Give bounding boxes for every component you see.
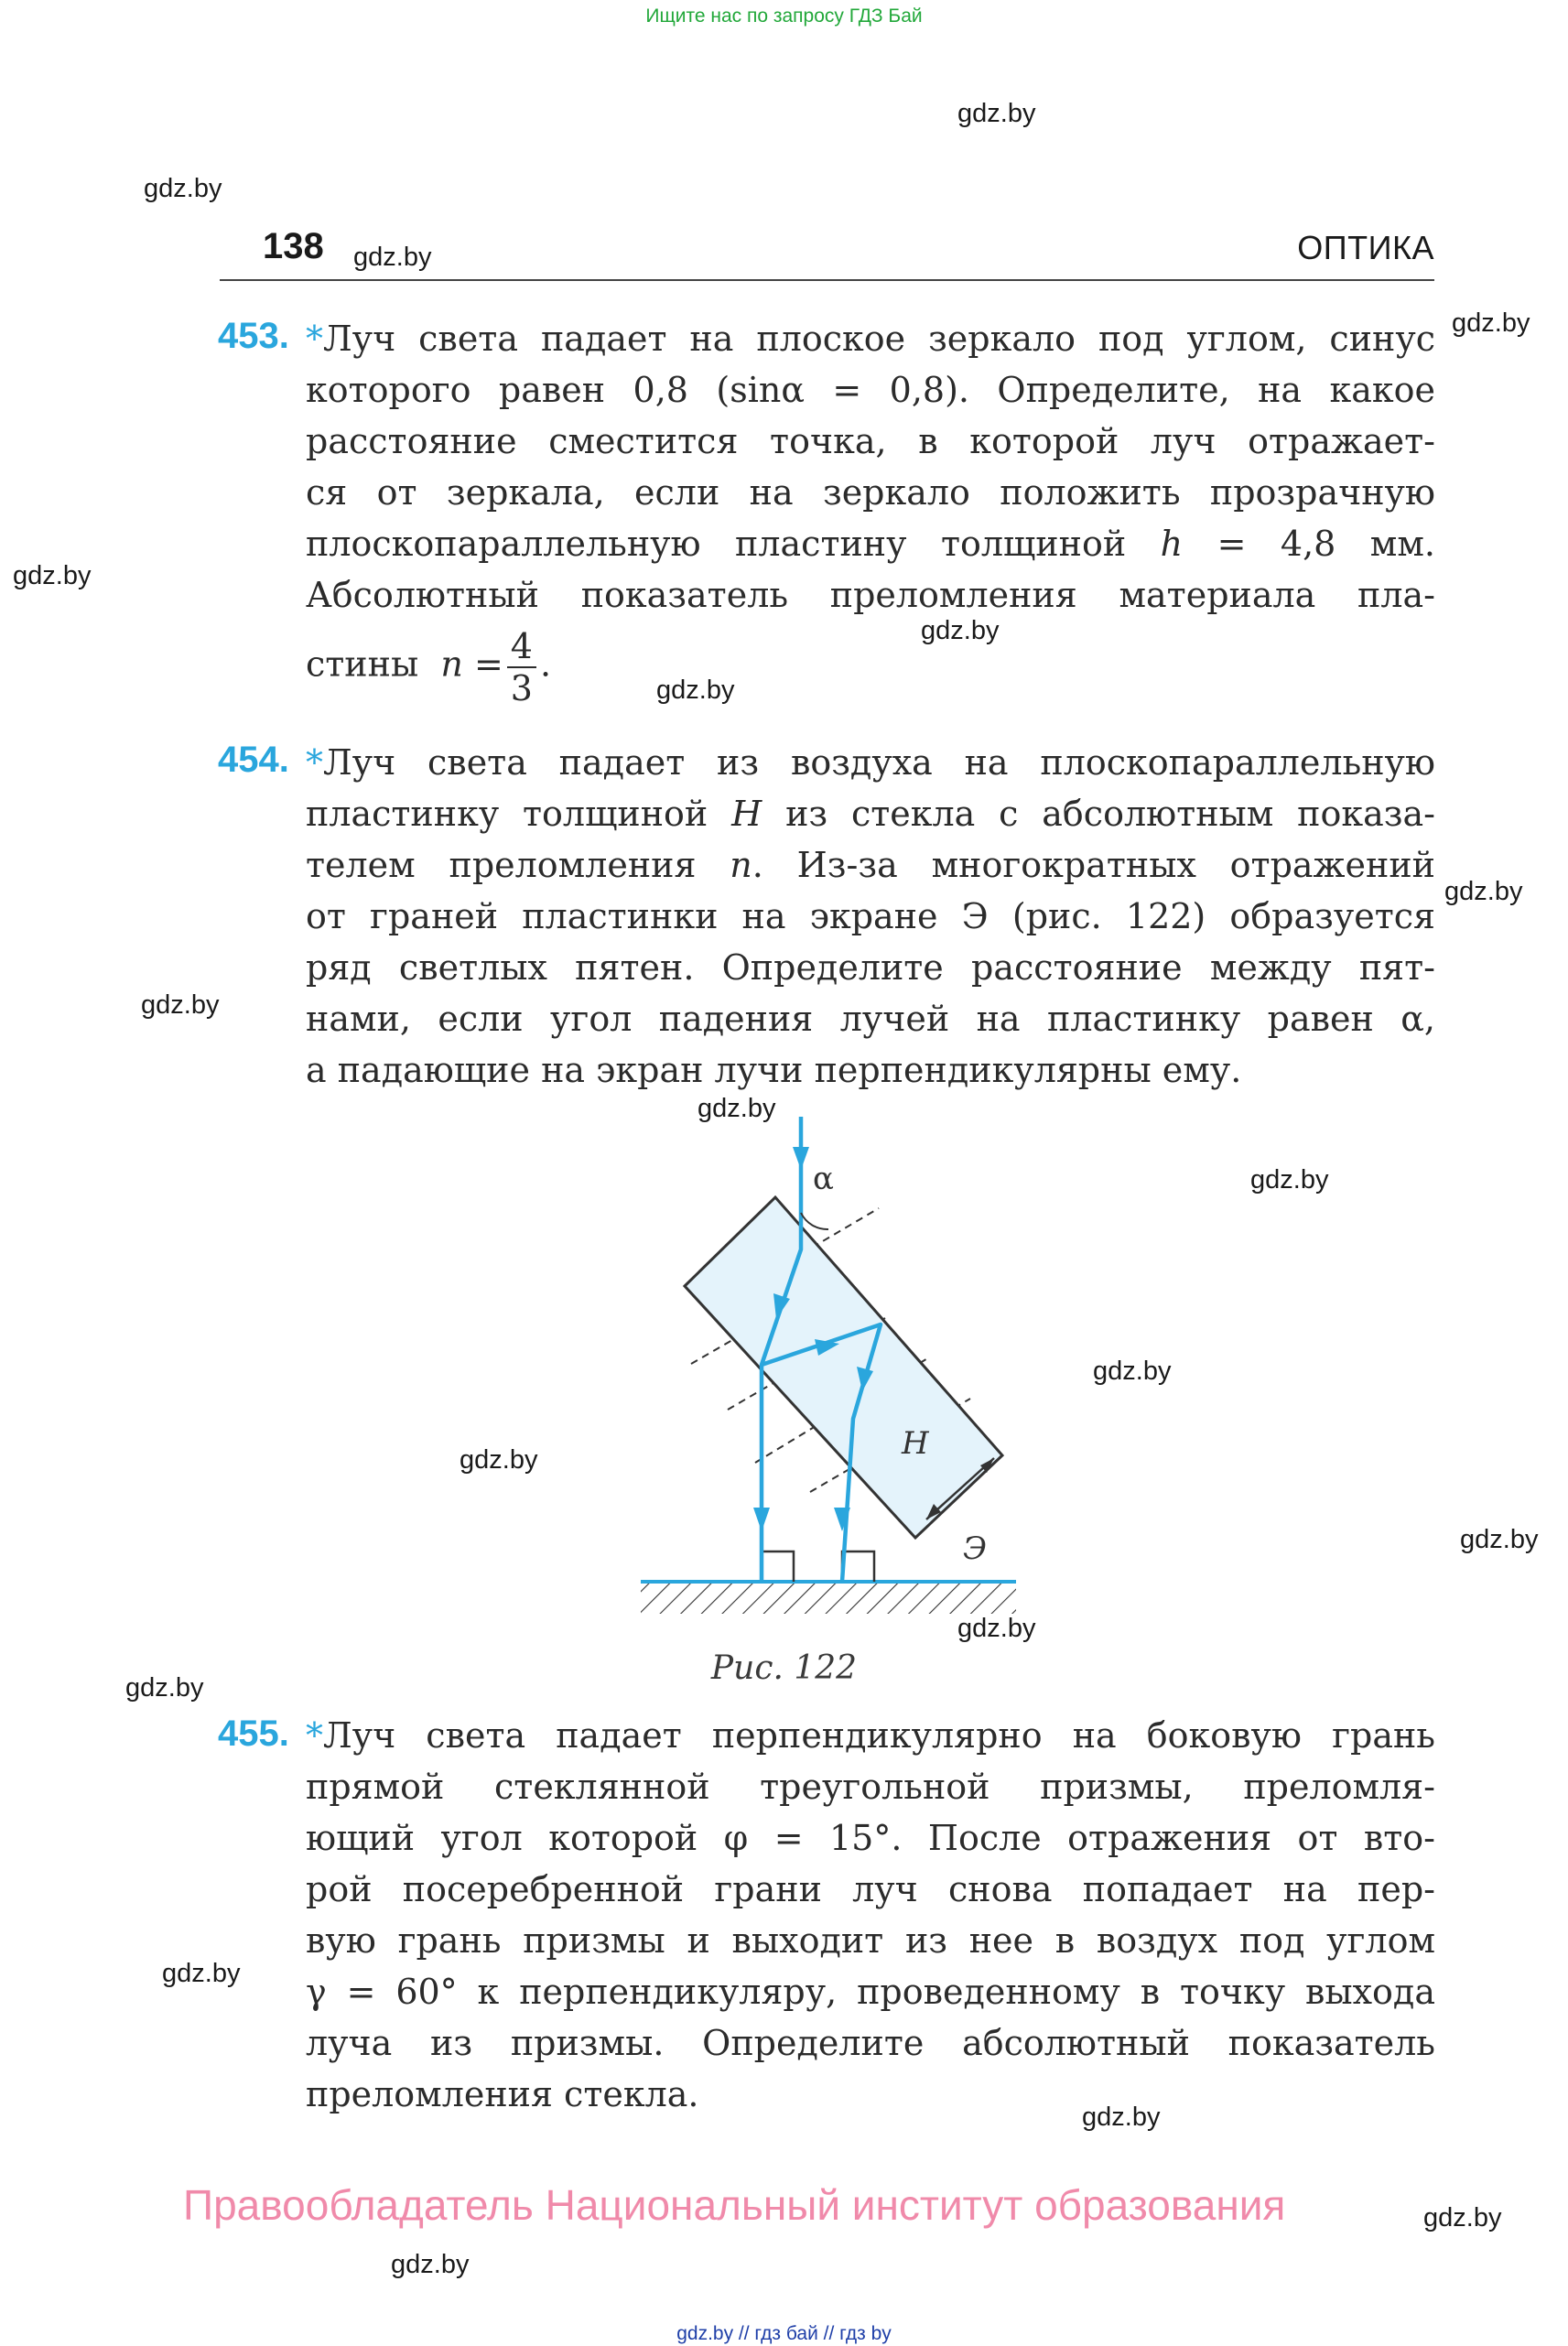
watermark: gdz.by xyxy=(1452,308,1530,338)
problem-454-line: из стекла с абсолютным показа- xyxy=(785,794,1435,834)
problem-455-line: ющий угол которой φ = 15°. После отражения от вто- xyxy=(306,1818,1435,1858)
var-n: n xyxy=(440,643,463,685)
watermark: gdz.by xyxy=(1444,877,1523,906)
right-angle-marker xyxy=(842,1551,874,1582)
problem-454-line: Луч света падает из воздуха на плоскопараллельную xyxy=(323,742,1435,783)
var-n: n xyxy=(730,845,752,885)
problem-454-line: . Из-за многократных отражений xyxy=(752,845,1435,885)
label-screen: Э xyxy=(963,1530,988,1567)
problem-455-line: вую грань призмы и выходит из нее в воздух под углом xyxy=(306,1920,1435,1961)
problem-454-line: пластинку толщиной xyxy=(306,794,708,834)
problem-number-453: 453. xyxy=(218,316,289,356)
watermark: gdz.by xyxy=(13,561,92,590)
problem-455-line: луча из призмы. Определите абсолютный показатель xyxy=(306,2023,1435,2063)
problem-454-line: от граней пластинки на экране Э (рис. 122) образуется xyxy=(306,896,1435,936)
problem-453-line: которого равен 0,8 (sinα = 0,8). Определите, на какое xyxy=(306,370,1435,410)
copyright-notice: Правообладатель Национальный институт образования xyxy=(183,2181,1286,2229)
footer-links[interactable]: gdz.by // гдз бай // гдз by xyxy=(676,2323,892,2344)
var-h: h xyxy=(1160,524,1184,564)
watermark: gdz.by xyxy=(460,1445,538,1475)
problem-454-line: нами, если угол падения лучей на пластинку равен α, xyxy=(306,999,1435,1039)
problem-453-line: стины xyxy=(306,643,419,685)
figure-122 xyxy=(622,1112,1034,1620)
watermark: gdz.by xyxy=(391,2250,470,2279)
top-banner: Ищите нас по запросу ГДЗ Бай xyxy=(645,5,923,27)
problem-455-text xyxy=(306,1710,1435,2120)
watermark: gdz.by xyxy=(957,99,1036,128)
angle-arc xyxy=(801,1213,828,1229)
glass-plate xyxy=(685,1197,1002,1538)
figure-caption: Рис. 122 xyxy=(710,1649,858,1687)
watermark: gdz.by xyxy=(656,676,735,705)
watermark: gdz.by xyxy=(141,990,220,1020)
fraction-denominator: 3 xyxy=(510,668,533,708)
page-number: 138 xyxy=(263,226,324,266)
watermark: gdz.by xyxy=(921,616,1000,645)
fraction-numerator: 4 xyxy=(507,626,536,668)
watermark: gdz.by xyxy=(1250,1165,1329,1195)
problem-455-line: преломления стекла. xyxy=(306,2074,699,2114)
problem-455-line: рой посеребренной грани луч снова попадает на пер- xyxy=(306,1869,1435,1909)
watermark: gdz.by xyxy=(1093,1357,1172,1386)
problem-453-line: Абсолютный показатель преломления материала пла- xyxy=(306,575,1435,615)
fraction-4-3 xyxy=(507,626,536,708)
problem-453-text xyxy=(306,313,1435,708)
watermark: gdz.by xyxy=(697,1094,776,1123)
watermark: gdz.by xyxy=(162,1959,241,1988)
star-mark: * xyxy=(306,1715,323,1756)
h-value: = 4,8 мм. xyxy=(1217,524,1435,564)
watermark: gdz.by xyxy=(1423,2203,1502,2232)
section-title: ОПТИКА xyxy=(1297,229,1434,266)
screen-hatching xyxy=(641,1582,1016,1614)
problem-number-455: 455. xyxy=(218,1714,289,1754)
right-angle-marker xyxy=(762,1551,794,1582)
star-mark: * xyxy=(306,319,323,359)
period: . xyxy=(539,643,552,685)
problem-454-line: а падающие на экран лучи перпендикулярны ему. xyxy=(306,1050,1242,1090)
problem-455-line: Луч света падает перпендикулярно на боковую грань xyxy=(323,1715,1435,1756)
watermark: gdz.by xyxy=(1460,1525,1539,1554)
problem-454-line: ряд светлых пятен. Определите расстояние между пят- xyxy=(306,947,1435,988)
problem-453-line: плоскопараллельную пластину толщиной xyxy=(306,524,1127,564)
watermark: gdz.by xyxy=(1082,2103,1161,2132)
problem-455-line: γ = 60° к перпендикуляру, проведенному в точку выхода xyxy=(306,1972,1435,2012)
label-H: H xyxy=(902,1425,929,1462)
equals-sign: = xyxy=(473,643,503,685)
problem-number-454: 454. xyxy=(218,740,289,780)
problem-453-line: ся от зеркала, если на зеркало положить прозрачную xyxy=(306,472,1435,513)
header-divider xyxy=(220,279,1434,281)
watermark: gdz.by xyxy=(353,243,432,272)
var-H: H xyxy=(731,794,762,834)
label-alpha: α xyxy=(813,1161,834,1197)
watermark: gdz.by xyxy=(144,174,222,203)
problem-455-line: прямой стеклянной треугольной призмы, преломля- xyxy=(306,1767,1435,1807)
watermark: gdz.by xyxy=(957,1614,1036,1643)
problem-453-line: расстояние сместится точка, в которой луч отражает- xyxy=(306,421,1435,461)
problem-453-line: Луч света падает на плоское зеркало под углом, синус xyxy=(323,319,1435,359)
problem-454-text xyxy=(306,737,1435,1096)
watermark: gdz.by xyxy=(125,1673,204,1703)
problem-454-line: телем преломления xyxy=(306,845,697,885)
star-mark: * xyxy=(306,742,323,783)
